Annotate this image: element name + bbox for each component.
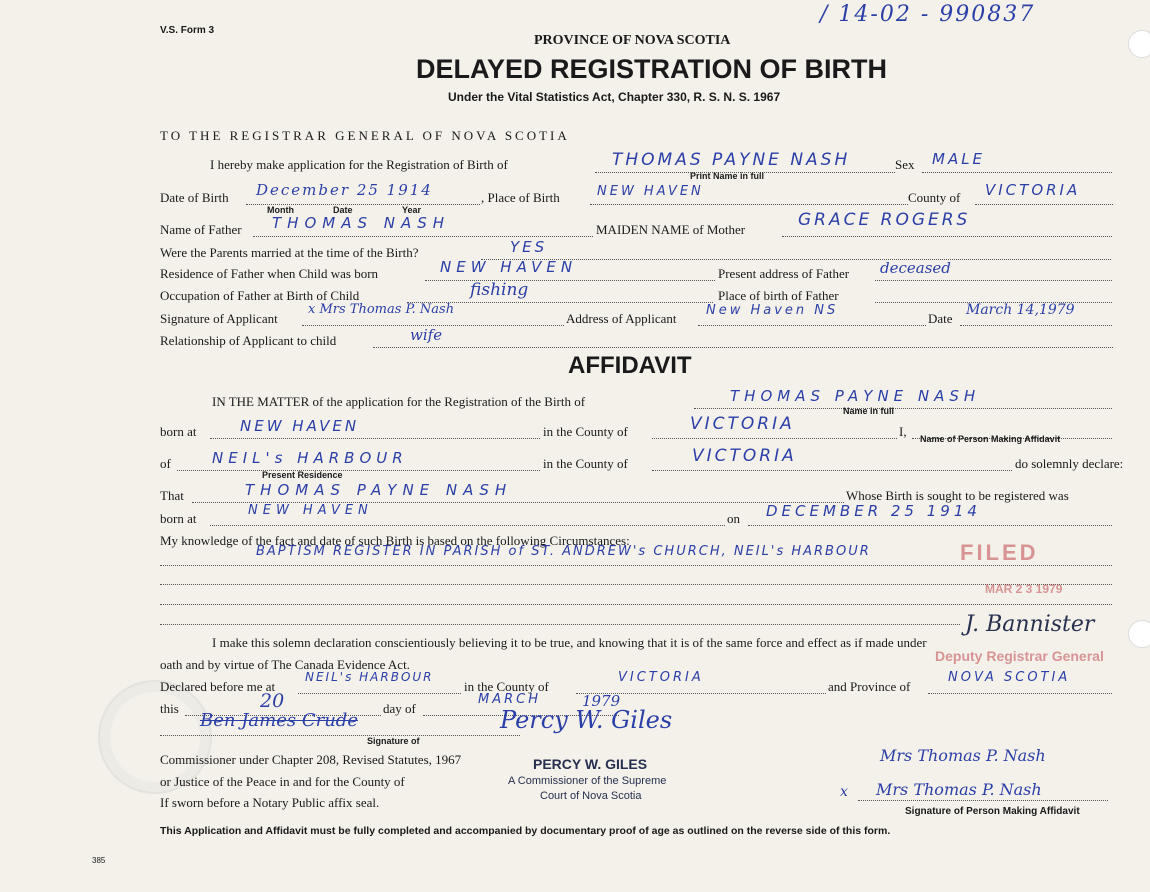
occupation-value: fishing [470, 280, 529, 300]
born-at-label: born at [160, 424, 197, 439]
applicant-signature-label: Signature of Applicant [160, 311, 278, 326]
affiant-printed-name: Mrs Thomas P. Nash [880, 746, 1046, 765]
sex-value: MALE [932, 150, 986, 168]
born-at-value-2: NEW HAVEN [248, 503, 373, 518]
dob-label: Date of Birth [160, 190, 229, 205]
pob-value: NEW HAVEN [597, 184, 704, 199]
child-name: THOMAS PAYNE NASH [612, 150, 851, 170]
county-value-2: VICTORIA [692, 446, 797, 466]
father-value: THOMAS NASH [272, 214, 451, 232]
affiant-signature-caption: Signature of Person Making Affidavit [905, 806, 1080, 817]
application-date-value: March 14,1979 [966, 302, 1075, 318]
county-value-1: VICTORIA [690, 414, 795, 434]
that-label: That [160, 488, 184, 503]
on-label: on [727, 511, 740, 526]
county-label-2: in the County of [543, 456, 628, 471]
mother-value: GRACE ROGERS [798, 210, 971, 230]
day-value: 20 [260, 690, 285, 712]
i-label: I, [899, 424, 907, 439]
date-caption: Date [333, 205, 353, 215]
person-making-affidavit-caption: Name of Person Making Affidavit [920, 434, 1061, 444]
relationship-value: wife [410, 326, 443, 344]
married-value: YES [510, 238, 548, 256]
application-intro: I hereby make application for the Registration of Birth of [210, 157, 508, 172]
declaration-line-1: I make this solemn declaration conscientiously believing it to be true, and knowing that it is of the same force and effect as if made under [212, 635, 927, 650]
signature-of-caption: Signature of [367, 736, 420, 746]
struck-signature: Ben James Crude [200, 710, 358, 731]
deputy-registrar-stamp: Deputy Registrar General [935, 648, 1104, 664]
notary-label: If sworn before a Notary Public affix seal. [160, 795, 380, 810]
month-caption: Month [267, 205, 294, 215]
residence-of-affiant: NEIL's HARBOUR [212, 449, 408, 467]
deputy-signature: J. Bannister [965, 612, 1095, 637]
present-address-label: Present address of Father [718, 266, 850, 281]
residence-label: Residence of Father when Child was born [160, 266, 379, 281]
form-code: 385 [92, 856, 106, 865]
filed-date-stamp: MAR 2 3 1979 [985, 582, 1063, 596]
dob-value: December 25 1914 [256, 181, 433, 199]
registrar-address: TO THE REGISTRAR GENERAL OF NOVA SCOTIA [160, 128, 570, 143]
commissioner-label: Commissioner under Chapter 208, Revised Statutes, 1967 [160, 752, 462, 767]
commissioner-stamp-name: PERCY W. GILES [533, 756, 648, 772]
application-date-label: Date [928, 311, 953, 326]
county-value: VICTORIA [985, 181, 1081, 199]
punch-hole-bottom [1128, 620, 1150, 648]
county-label: County of [908, 190, 961, 205]
present-address-value: deceased [880, 259, 951, 277]
county-label-3: in the County of [464, 679, 549, 694]
whose-birth-label: Whose Birth is sought to be registered was [846, 488, 1069, 503]
declaration-line-2: oath and by virtue of The Canada Evidence Act. [160, 657, 410, 672]
declared-before-label: Declared before me at [160, 679, 276, 694]
name-in-full-caption: Name in full [843, 406, 895, 416]
pob-label: , Place of Birth [481, 190, 560, 205]
born-at-label-2: born at [160, 511, 197, 526]
affiant-x-mark: x [840, 784, 848, 800]
footer-note: This Application and Affidavit must be fully completed and accompanied by documentary proof of age as outlined on the reverse side of this form. [160, 825, 891, 837]
commissioner-signature: Percy W. Giles [500, 706, 673, 734]
birth-date-affidavit: DECEMBER 25 1914 [766, 502, 981, 520]
circumstance-value: BAPTISM REGISTER IN PARISH of ST. ANDREW's CHURCH, NEIL's HARBOUR [256, 544, 871, 559]
occupation-label: Occupation of Father at Birth of Child [160, 288, 360, 303]
year-value: 1979 [582, 692, 621, 710]
father-pob-label: Place of birth of Father [718, 288, 839, 303]
affidavit-title: AFFIDAVIT [568, 352, 692, 379]
county-label-1: in the County of [543, 424, 628, 439]
applicant-address-value: New Haven NS [706, 303, 839, 318]
applicant-signature: x Mrs Thomas P. Nash [308, 302, 455, 317]
day-of-label: day of [383, 701, 416, 716]
county-value-3: VICTORIA [618, 670, 704, 685]
married-label: Were the Parents married at the time of the Birth? [160, 245, 419, 260]
filed-stamp: FILED [960, 540, 1039, 565]
affidavit-intro: IN THE MATTER of the application for the Registration of the Birth of [212, 394, 586, 409]
this-label: this [160, 701, 179, 716]
declared-place: NEIL's HARBOUR [305, 670, 434, 684]
sex-label: Sex [895, 157, 915, 172]
month-value: MARCH [478, 692, 541, 707]
father-label: Name of Father [160, 222, 242, 237]
province-value: NOVA SCOTIA [948, 670, 1071, 685]
mother-label: MAIDEN NAME of Mother [596, 222, 746, 237]
commissioner-stamp-line2: A Commissioner of the Supreme [508, 775, 667, 787]
affiant-signature: Mrs Thomas P. Nash [876, 780, 1042, 799]
year-caption: Year [402, 205, 422, 215]
page-title: DELAYED REGISTRATION OF BIRTH [416, 54, 888, 84]
applicant-address-label: Address of Applicant [566, 311, 677, 326]
subject-name: THOMAS PAYNE NASH [245, 481, 513, 499]
affidavit-child-name: THOMAS PAYNE NASH [730, 387, 981, 405]
justice-label: or Justice of the Peace in and for the County of [160, 774, 405, 789]
file-number: / 14-02 - 990837 [820, 2, 1036, 27]
punch-hole-top [1128, 30, 1150, 58]
of-label: of [160, 456, 171, 471]
form-number: V.S. Form 3 [160, 25, 215, 36]
knowledge-label: My knowledge of the fact and date of such Birth is based on the following Circumstances: [160, 533, 630, 548]
present-residence-caption: Present Residence [262, 470, 343, 480]
born-at-value: NEW HAVEN [240, 417, 360, 435]
residence-value: NEW HAVEN [440, 258, 578, 276]
province-heading: PROVINCE OF NOVA SCOTIA [534, 33, 731, 48]
page-subtitle: Under the Vital Statistics Act, Chapter 330, R. S. N. S. 1967 [448, 90, 781, 104]
declare-label: do solemnly declare: [1015, 456, 1124, 471]
commissioner-stamp-line3: Court of Nova Scotia [540, 790, 642, 802]
relationship-label: Relationship of Applicant to child [160, 333, 337, 348]
province-label: and Province of [828, 679, 911, 694]
print-name-caption: Print Name in full [690, 171, 765, 181]
